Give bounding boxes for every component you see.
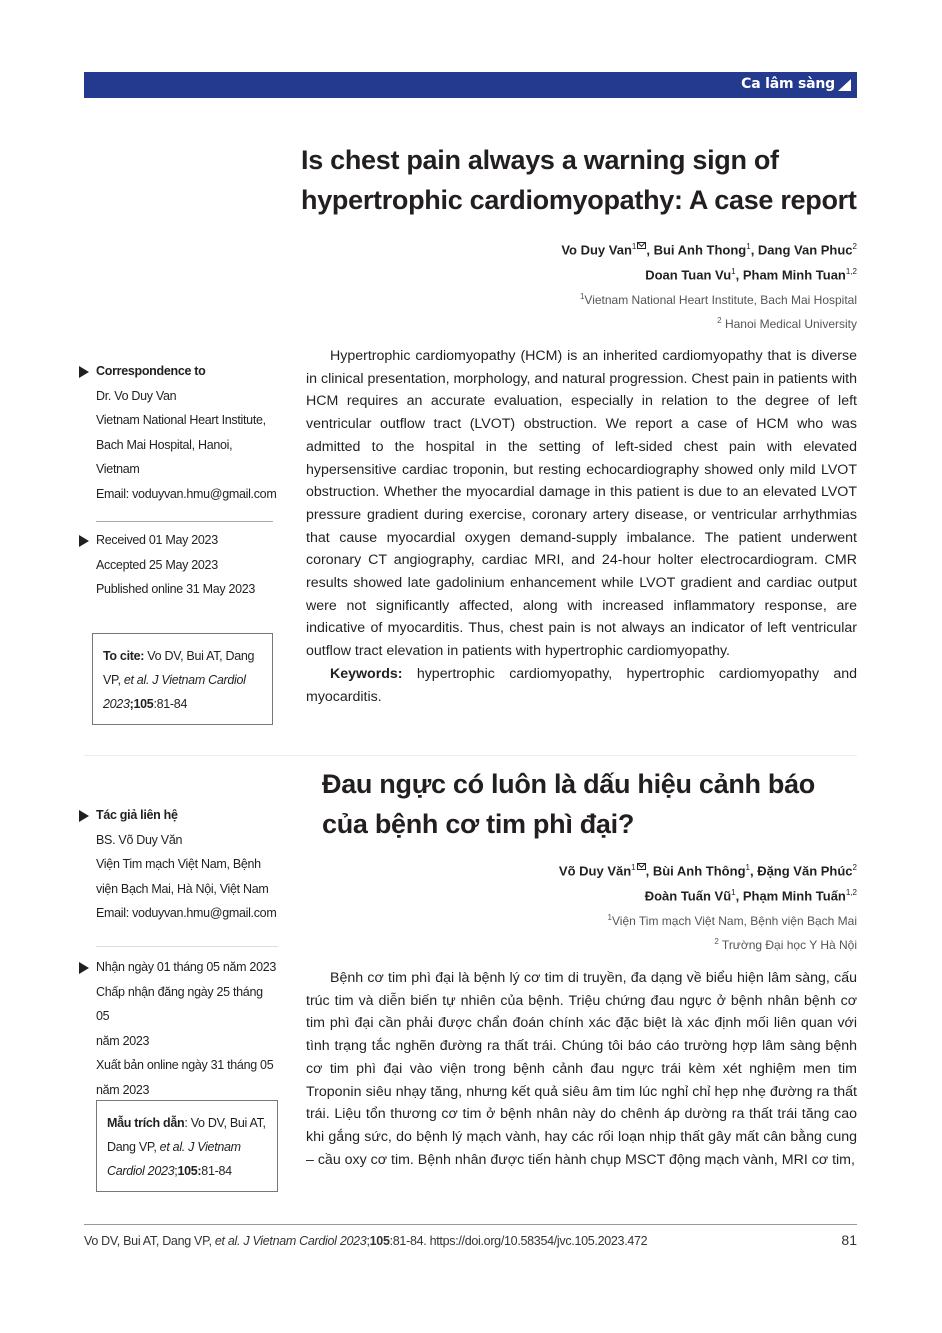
correspondence-email[interactable]: Email: voduyvan.hmu@gmail.com bbox=[96, 906, 277, 920]
footer-citation bbox=[84, 1234, 647, 1248]
author-name: , Dang Van Phuc bbox=[750, 242, 853, 258]
section-divider bbox=[84, 755, 857, 756]
authors-en-line-2 bbox=[645, 260, 857, 287]
section-label: Ca lâm sàng bbox=[741, 76, 835, 92]
accepted-date: Chấp nhận đăng ngày 25 tháng 05 bbox=[96, 984, 263, 1023]
affiliation-sup: 1 bbox=[607, 913, 612, 922]
affiliation-text: Vietnam National Heart Institute, Bach Mai Hospital bbox=[584, 293, 857, 307]
footer-journal: et al. J Vietnam Cardiol 2023 bbox=[214, 1234, 367, 1248]
author-name: Võ Duy Văn bbox=[558, 863, 632, 879]
sidebar-divider bbox=[96, 521, 273, 522]
abstract-en bbox=[306, 345, 857, 708]
email-icon bbox=[637, 242, 646, 249]
author-sup: 1 bbox=[731, 267, 736, 276]
author-sup: 1 bbox=[746, 242, 751, 251]
cite-volume: 105: bbox=[177, 1164, 202, 1178]
affiliation-sup: 2 bbox=[717, 316, 722, 325]
cite-box-en bbox=[92, 633, 273, 725]
keywords-text: hypertrophic cardiomyopathy, hypertrophic cardiomyopathy and myocarditis. bbox=[306, 665, 857, 705]
accepted-date-year: năm 2023 bbox=[96, 1033, 150, 1048]
dates-en bbox=[96, 528, 278, 602]
title-line-1: Đau ngực có luôn là dấu hiệu cảnh báo bbox=[322, 769, 816, 799]
footer-divider bbox=[84, 1224, 857, 1225]
author-sup: 1 bbox=[745, 863, 750, 872]
author-sup: 1 bbox=[631, 242, 637, 251]
footer-doi[interactable]: :81-84. https://doi.org/10.58354/jvc.105.2023.472 bbox=[389, 1234, 648, 1248]
affiliation-vi-2 bbox=[714, 930, 857, 957]
cite-volume: 105 bbox=[133, 697, 154, 711]
cite-sep: ; bbox=[174, 1164, 178, 1178]
correspondence-line: BS. Võ Duy Văn bbox=[96, 832, 183, 847]
title-line-1: Is chest pain always a warning sign of bbox=[301, 145, 779, 175]
cite-authors: : Vo DV, Bui AT, Dang VP, bbox=[107, 1116, 266, 1154]
affiliation-sup: 1 bbox=[579, 292, 585, 301]
abstract-paragraph: Hypertrophic cardiomyopathy (HCM) is an inherited cardiomyopathy that is diverse in clinical presentation, morphology, and natural progression. Chest pain in patients with HCM requires an accurate evaluation, especially in relation to the degree of left ventricular outflow tract (LVOT) obstruction. We report a case of HCM who was admitted to the hospital in the setting of left-sided chest pain with elevated hypersensitive cardiac troponin, but resting echocardiography showed only mild LVOT obstruction. Whether the myocardial damage in this patient is due to an elevated LVOT pressure gradient during exercise, coronary artery disease, or ventricular arrhythmias that cause myocardial oxygen demand-supply imbalance. The patient underwent coronary CT angiography, cardiac MRI, and 24-hour holter electrocardiogram. CMR results showed late gadolinium enhancement while LVOT gradient and cardiac output were not significantly affected, along with increased inflammatory response, are indicative of myocarditis. Thus, chest pain is not always an indicator of left ventricular outflow tract elevation in patients with hypertrophic cardiomyopathy. bbox=[306, 348, 857, 660]
author-sup: 2 bbox=[852, 863, 857, 872]
triangle-bullet-icon bbox=[79, 366, 89, 378]
received-date: Nhận ngày 01 tháng 05 năm 2023 bbox=[96, 960, 277, 974]
email-icon bbox=[637, 863, 646, 870]
abstract-vi bbox=[306, 967, 857, 1171]
affiliation-vi-1 bbox=[608, 906, 857, 933]
affiliation-text: Trường Đại học Y Hà Nội bbox=[718, 938, 857, 952]
published-date: Published online 31 May 2023 bbox=[96, 582, 256, 596]
author-sup: 1,2 bbox=[845, 267, 857, 276]
section-banner bbox=[84, 72, 857, 98]
affiliation-en-2 bbox=[717, 309, 857, 336]
accepted-date: Accepted 25 May 2023 bbox=[96, 557, 218, 572]
published-date-year: năm 2023 bbox=[96, 1082, 150, 1097]
cite-label: Mẫu trích dẫn bbox=[107, 1116, 185, 1130]
keywords-label: Keywords: bbox=[330, 665, 403, 682]
article-title-vi bbox=[322, 764, 882, 844]
cite-pages: 81-84 bbox=[201, 1164, 232, 1178]
author-name: , Bùi Anh Thông bbox=[645, 863, 746, 879]
author-sup: 1 bbox=[631, 863, 636, 872]
received-date: Received 01 May 2023 bbox=[96, 533, 218, 547]
cite-sep: ; bbox=[129, 697, 134, 711]
triangle-bullet-icon bbox=[79, 810, 89, 822]
abstract-paragraph: Bệnh cơ tim phì đại là bệnh lý cơ tim di truyền, đa dạng về biểu hiện lâm sàng, cấu trúc tim và diễn biến tự nhiên của bệnh. Triệu chứng đau ngực ở bệnh nhân bệnh cơ tim phì đại cần phải được chẩn đoán chính xác đặc biệt là xác định mối liên quan với tình trạng tắc nghẽn đường ra thất trái. Chúng tôi báo cáo trường hợp lâm sàng bệnh cơ tim phì đại vào viện trong bệnh cảnh đau ngực trái kèm xét nghiệm men tim Troponin siêu nhạy tăng, nhưng kết quả siêu âm tim lúc nghỉ chỉ hẹp nhẹ đường ra thất trái. Liệu tổn thương cơ tim ở bệnh nhân này do chênh áp dường ra thất trái tăng cao khi gắng sức, do bệnh lý mạch vành, hay các rối loạn nhịp thất gây mất cân bằng cung – cầu oxy cơ tim. Bệnh nhân được tiến hành chụp MSCT động mạch vành, MRI cơ tim, bbox=[306, 970, 857, 1168]
sidebar-divider bbox=[96, 946, 278, 947]
affiliation-en-1 bbox=[580, 285, 857, 312]
author-sup: 1 bbox=[731, 888, 736, 897]
page-number: 81 bbox=[841, 1232, 857, 1248]
authors-en-line-1 bbox=[561, 235, 857, 262]
title-line-2: của bệnh cơ tim phì đại? bbox=[322, 809, 635, 839]
cite-label: To cite: bbox=[103, 649, 145, 663]
author-name: , Bui Anh Thong bbox=[646, 242, 747, 258]
footer-sep: ; bbox=[366, 1234, 370, 1248]
author-name: Vo Duy Van bbox=[561, 242, 632, 258]
correspondence-line: viện Bạch Mai, Hà Nội, Việt Nam bbox=[96, 881, 269, 896]
dates-vi bbox=[96, 955, 278, 1102]
correspondence-heading: Correspondence to bbox=[96, 364, 206, 378]
cite-pages: :81-84 bbox=[153, 697, 188, 711]
cite-journal: et al. J Vietnam Cardiol 2023 bbox=[107, 1140, 241, 1178]
correspondence-en bbox=[96, 359, 278, 506]
correspondence-line: Dr. Vo Duy Van bbox=[96, 388, 177, 403]
corner-triangle-icon bbox=[838, 79, 851, 91]
author-name: Đoàn Tuấn Vũ bbox=[644, 888, 732, 904]
title-line-2: hypertrophic cardiomyopathy: A case report bbox=[301, 185, 857, 215]
correspondence-line: Viện Tim mạch Việt Nam, Bệnh bbox=[96, 857, 261, 871]
correspondence-line: Bach Mai Hospital, Hanoi, Vietnam bbox=[96, 437, 233, 476]
cite-journal: et al. J Vietnam Cardiol 2023 bbox=[103, 673, 246, 711]
author-sup: 1,2 bbox=[845, 888, 857, 897]
footer-authors: Vo DV, Bui AT, Dang VP, bbox=[84, 1234, 215, 1248]
correspondence-vi bbox=[96, 803, 278, 926]
cite-authors: Vo DV, Bui AT, Dang VP, bbox=[103, 649, 255, 687]
author-sup: 2 bbox=[852, 242, 857, 251]
footer-volume: 105 bbox=[369, 1234, 390, 1248]
published-date: Xuất bản online ngày 31 tháng 05 bbox=[96, 1058, 274, 1072]
correspondence-heading: Tác giả liên hệ bbox=[96, 808, 178, 822]
triangle-bullet-icon bbox=[79, 535, 89, 547]
authors-vi-line-2 bbox=[645, 881, 857, 908]
author-name: Doan Tuan Vu bbox=[645, 267, 732, 283]
keywords bbox=[306, 663, 857, 708]
cite-box-vi bbox=[96, 1100, 278, 1192]
authors-vi-line-1 bbox=[559, 856, 857, 883]
article-title-en bbox=[301, 140, 881, 220]
affiliation-sup: 2 bbox=[714, 937, 719, 946]
author-name: , Đặng Văn Phúc bbox=[749, 863, 853, 879]
affiliation-text: Viện Tim mạch Việt Nam, Bệnh viện Bạch Mai bbox=[611, 914, 857, 928]
correspondence-email[interactable]: Email: voduyvan.hmu@gmail.com bbox=[96, 486, 277, 501]
correspondence-line: Vietnam National Heart Institute, bbox=[96, 413, 266, 427]
author-name: , Pham Minh Tuan bbox=[735, 267, 846, 283]
author-name: , Phạm Minh Tuấn bbox=[735, 888, 846, 904]
affiliation-text: Hanoi Medical University bbox=[721, 317, 857, 331]
triangle-bullet-icon bbox=[79, 962, 89, 974]
